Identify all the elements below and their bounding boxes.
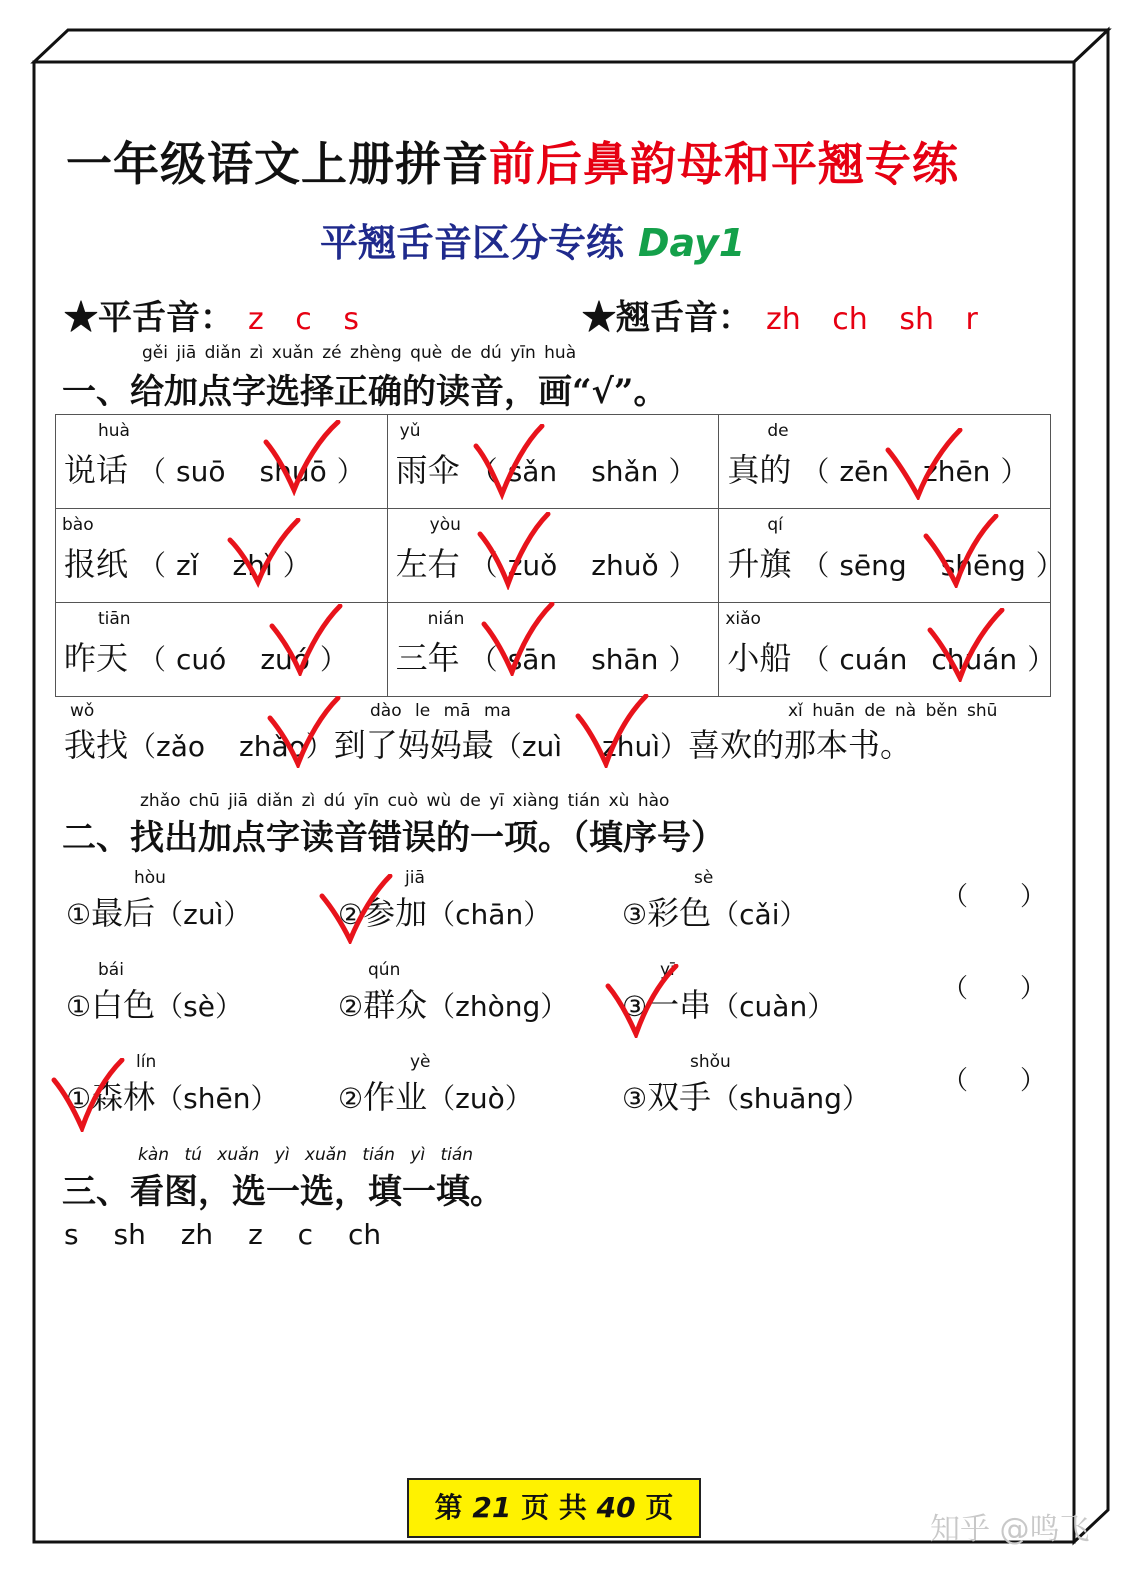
- item-reading: cuàn: [739, 990, 808, 1023]
- item-pinyin: hòu: [134, 868, 166, 888]
- cell-option-2: shǎn: [591, 455, 659, 488]
- cell-pinyin: de: [767, 421, 789, 441]
- item-reading: zuì: [183, 898, 224, 931]
- check-mark-icon: [480, 602, 556, 676]
- cell-option-1: sēng: [839, 549, 907, 582]
- title-black: 一年级语文上册拼音: [66, 137, 489, 191]
- page-subtitle: [320, 212, 745, 267]
- cell-option-2: shān: [591, 643, 659, 676]
- item-pinyin: shǒu: [690, 1052, 731, 1072]
- item-word: 森林: [91, 1078, 156, 1116]
- item-reading: chān: [455, 898, 524, 931]
- sentence-part-2: 到了妈妈最: [333, 726, 494, 764]
- item-row-3-b: ②作业（zuò）: [338, 1078, 533, 1116]
- legend-flat: [64, 290, 359, 339]
- cell-option-2: zhēn: [923, 455, 991, 488]
- section1-heading: 一、给加点字选择正确的读音，画“√”。: [62, 372, 668, 412]
- item-row-2-c: ③一串（cuàn）: [622, 986, 836, 1024]
- cell-word: 昨天: [64, 639, 129, 677]
- item-reading: sè: [183, 990, 215, 1023]
- cell-word: 小船: [727, 639, 792, 677]
- grid-cell: nián 三年 （ sān shān ）: [387, 603, 719, 697]
- check-mark-icon: [259, 420, 342, 496]
- sentence-option-2: zhǎo: [239, 730, 306, 763]
- grid-cell: xiǎo 小船 （ cuán chuán ）: [719, 603, 1051, 697]
- check-mark-icon: [266, 696, 342, 768]
- answer-blank[interactable]: （ ）: [942, 974, 1047, 1004]
- check-mark-icon: [574, 694, 650, 768]
- cell-option-1: cuó: [176, 643, 227, 676]
- cell-word: 三年: [395, 639, 460, 677]
- page-title: [66, 128, 959, 194]
- cell-pinyin: yòu: [429, 515, 461, 535]
- item-word: 最后: [91, 894, 156, 932]
- cell-word: 雨伞: [395, 451, 460, 489]
- sentence-pinyin-3: xǐ huān de nà běn shū: [788, 701, 998, 721]
- check-mark-icon: [476, 512, 552, 590]
- cell-pinyin: tiān: [98, 609, 131, 629]
- cell-pinyin: bào: [62, 515, 94, 535]
- section3-pinyin: kàn tú xuǎn yì xuǎn tián yì tián: [138, 1145, 474, 1165]
- section2-heading: 二、找出加点字读音错误的一项。（填序号）: [62, 818, 725, 858]
- item-reading: zuò: [455, 1082, 505, 1115]
- sentence-line: 我找（zǎo zhǎo）到了妈妈最（zuì zhuì）喜欢的那本书。: [64, 726, 913, 764]
- item-pinyin: sè: [694, 868, 714, 888]
- grid-cell: tiān 昨天 （ cuó zuó ）: [56, 603, 388, 697]
- legend-retro-label: ★翘舌音：: [582, 298, 752, 338]
- item-pinyin: jiā: [405, 868, 425, 888]
- item-reading: shēn: [183, 1082, 251, 1115]
- item-pinyin: lín: [136, 1052, 157, 1072]
- cell-option-2: zhǐ: [232, 549, 273, 582]
- page-total: 40: [596, 1491, 636, 1524]
- sentence-option-3: zuì: [521, 730, 563, 763]
- cell-pinyin: qí: [767, 515, 783, 535]
- check-mark-icon: [922, 514, 1000, 588]
- sentence-part-1: 我找: [64, 726, 129, 764]
- subtitle-text: 平翘舌音区分专练: [320, 220, 625, 265]
- item-pinyin: yè: [410, 1052, 431, 1072]
- item-row-1-a: ①最后（zuì）: [66, 894, 252, 932]
- grid-cell: huà 说话 （ suō shuō ）: [56, 415, 388, 509]
- cell-option-1: zēn: [839, 455, 890, 488]
- item-reading: zhòng: [455, 990, 541, 1023]
- cell-option-1: cuán: [839, 643, 908, 676]
- item-pinyin: bái: [98, 960, 124, 980]
- cell-pinyin: xiǎo: [725, 609, 761, 629]
- answer-blank[interactable]: （ ）: [942, 882, 1047, 912]
- item-row-2-a: ①白色（sè）: [66, 986, 243, 1024]
- legend-retro-letters: zh ch sh r: [766, 302, 978, 337]
- check-mark-icon: [50, 1058, 126, 1132]
- item-row-3-a: ①森林（shēn）: [66, 1078, 279, 1116]
- check-mark-icon: [472, 424, 546, 500]
- cell-option-1: sān: [507, 643, 558, 676]
- subtitle-day: Day1: [638, 221, 746, 265]
- item-row-2-b: ②群众（zhòng）: [338, 986, 569, 1024]
- cell-option-1: zuǒ: [507, 549, 558, 582]
- section2-pinyin: zhǎo chū jiā diǎn zì dú yīn cuò wù de yī xiàng tián xù hào: [140, 791, 670, 811]
- cell-word: 真的: [727, 451, 792, 489]
- title-red: 前后鼻韵母和平翘专练: [489, 137, 959, 191]
- cell-option-2: shuō: [259, 455, 327, 488]
- cell-option-1: zǐ: [176, 549, 199, 582]
- sentence-option-4: zhuì: [602, 730, 661, 763]
- item-word: 双手: [647, 1078, 712, 1116]
- item-word: 参加: [363, 894, 428, 932]
- grid-cell: qí 升旗 （ sēng shēng ）: [719, 509, 1051, 603]
- cell-pinyin: huà: [98, 421, 130, 441]
- item-row-1-c: ③彩色（cǎi）: [622, 894, 808, 932]
- check-mark-icon: [604, 964, 680, 1038]
- cell-pinyin: yǔ: [399, 421, 421, 441]
- answer-blank[interactable]: （ ）: [942, 1066, 1047, 1096]
- cell-option-2: zuó: [260, 643, 310, 676]
- sentence-pinyin-2: dào le mā ma: [370, 701, 511, 721]
- cell-word: 左右: [395, 545, 460, 583]
- page-footer: 第 21 页 共 40 页: [407, 1478, 701, 1538]
- page-number: 21: [472, 1491, 512, 1524]
- check-mark-icon: [226, 518, 302, 588]
- cell-word: 升旗: [727, 545, 792, 583]
- item-word: 作业: [363, 1078, 428, 1116]
- cell-option-1: suō: [176, 455, 226, 488]
- cell-option-2: shēng: [940, 549, 1026, 582]
- check-mark-icon: [926, 608, 1006, 682]
- section3-heading: 三、看图，选一选，填一填。: [62, 1172, 504, 1212]
- grid-cell: yǔ 雨伞 （ sǎn shǎn ）: [387, 415, 719, 509]
- check-mark-icon: [268, 604, 344, 676]
- cell-option-2: zhuǒ: [591, 549, 659, 582]
- check-mark-icon: [318, 874, 394, 944]
- legend-flat-label: ★平舌音：: [64, 298, 234, 338]
- section3-letters: s sh zh z c ch: [64, 1218, 382, 1251]
- check-mark-icon: [884, 428, 964, 500]
- item-pinyin: yī: [660, 960, 675, 980]
- section1-pinyin: gěi jiā diǎn zì xuǎn zé zhèng què de dú yīn huà: [142, 343, 577, 363]
- grid-cell: de 真的 （ zēn zhēn ）: [719, 415, 1051, 509]
- watermark: 知乎 @鸣飞: [930, 1512, 1090, 1547]
- item-word: 彩色: [647, 894, 712, 932]
- sentence-pinyin-1: wǒ: [70, 701, 95, 721]
- sentence-option-1: zǎo: [156, 730, 206, 763]
- item-row-1-b: ②参加（chān）: [338, 894, 552, 932]
- item-pinyin: qún: [368, 960, 401, 980]
- cell-word: 报纸: [64, 545, 129, 583]
- legend-flat-letters: z c s: [248, 302, 359, 337]
- item-word: 白色: [91, 986, 156, 1024]
- item-reading: shuāng: [739, 1082, 842, 1115]
- cell-pinyin: nián: [427, 609, 465, 629]
- item-word: 群众: [363, 986, 428, 1024]
- item-reading: cǎi: [739, 898, 780, 931]
- cell-option-1: sǎn: [507, 455, 558, 488]
- item-row-3-c: ③双手（shuāng）: [622, 1078, 870, 1116]
- grid-cell: bào 报纸 （ zǐ zhǐ ）: [56, 509, 388, 603]
- cell-word: 说话: [64, 451, 129, 489]
- grid-cell: yòu 左右 （ zuǒ zhuǒ ）: [387, 509, 719, 603]
- legend-retro: [582, 290, 978, 339]
- item-word: 一串: [647, 986, 712, 1024]
- sentence-part-3: 喜欢的那本书。: [688, 726, 913, 764]
- cell-option-2: chuán: [931, 643, 1018, 676]
